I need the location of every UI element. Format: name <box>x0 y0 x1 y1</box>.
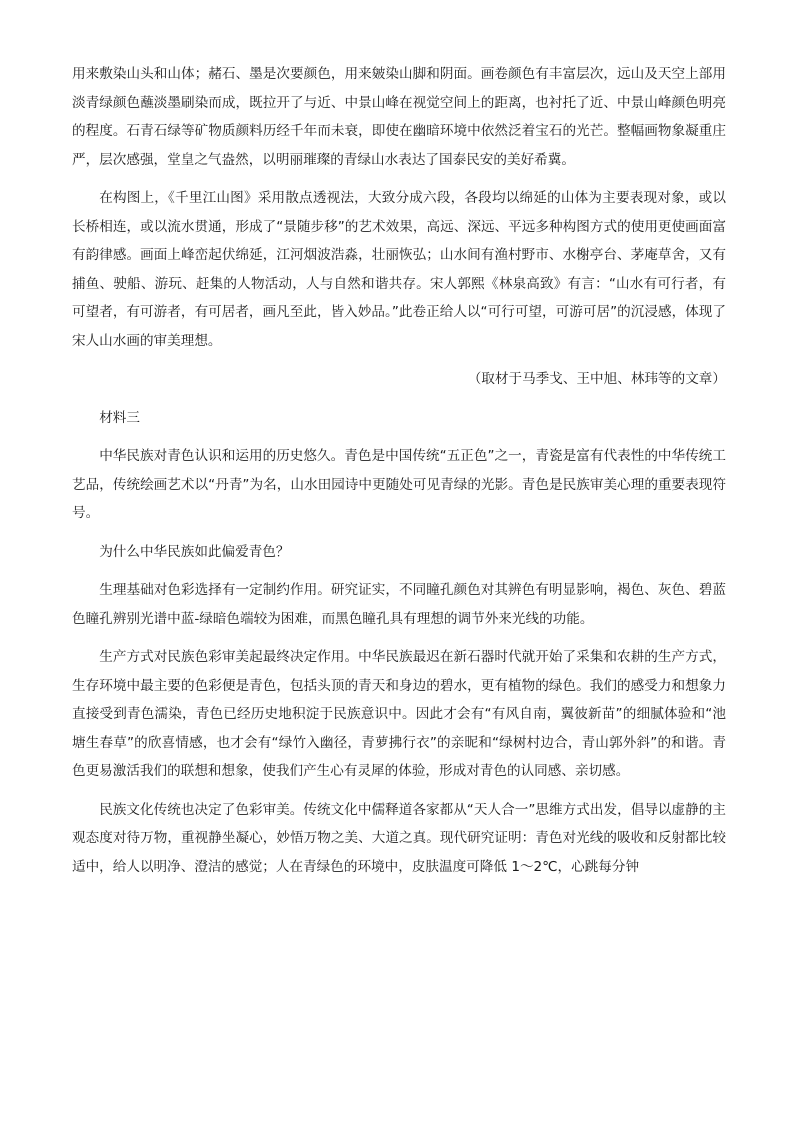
paragraph-physiology: 生理基础对色彩选择有一定制约作用。研究证实，不同瞳孔颜色对其辨色有明显影响，褐色、灰色、碧蓝色瞳孔辨别光谱中蓝-绿暗色端较为困难，而黑色瞳孔具有理想的调节外来光线的功能。 <box>72 582 726 627</box>
paragraph-production: 生产方式对民族色彩审美起最终决定作用。中华民族最迟在新石器时代就开始了采集和农耕的生产方式，生存环境中最主要的色彩便是青色，包括头顶的青天和身边的碧水，更有植物的绿色。我们的感受力和想象力直接受到青色濡染，青色已经历史地积淀于民族意识中。因此才会有“有风自南，翼彼新苗”的细腻体验和“池塘生春草”的欣喜情感，也才会有“绿竹入幽径，青萝拂行衣”的亲昵和“绿树村边合，青山郭外斜”的和谐。青色更易激活我们的联想和想象，使我们产生心有灵犀的体验，形成对青色的认同感、亲切感。 <box>72 649 726 779</box>
paragraph-composition: 在构图上，《千里江山图》采用散点透视法，大致分成六段，各段均以绵延的山体为主要表现对象，或以长桥相连，或以流水贯通，形成了“景随步移”的艺术效果，高远、深远、平远多种构图方式的使用更使画面富有韵律感。画面上峰峦起伏绵延，江河烟波浩淼，壮丽恢弘；山水间有渔村野市、水榭亭台、茅庵草舍，又有捕鱼、驶船、游玩、赶集的人物活动，人与自然和谐共存。宋人郭熙《林泉高致》有言：“山水有可行者，有可望者，有可游者，有可居者，画凡至此，皆入妙品。”此卷正给人以“可行可望，可游可居”的沉浸感，体现了宋人山水画的审美理想。 <box>72 190 726 349</box>
section-heading-material-three: 材料三 <box>99 409 140 426</box>
paragraph-question: 为什么中华民族如此偏爱青色？ <box>99 543 290 560</box>
paragraph-culture: 民族文化传统也决定了色彩审美。传统文化中儒释道各家都从“天人合一”思维方式出发，倡导以虚静的主观态度对待万物，重视静坐凝心，妙悟万物之美、大道之真。现代研究证明：青色对光线的吸收和反射都比较适中，给人以明净、澄洁的感觉；人在青绿色的环境中，皮肤温度可降低 1～2℃，心跳每分钟 <box>72 801 726 875</box>
document-page <box>72 60 726 891</box>
paragraph-intro-qing: 中华民族对青色认识和运用的历史悠久。青色是中国传统“五正色”之一，青瓷是富有代表性的中华传统工艺品，传统绘画艺术以“丹青”为名，山水田园诗中更随处可见青绿的光影。青色是民族审美心理的重要表现符号。 <box>72 448 726 521</box>
source-citation: （取材于马季戈、王中旭、林玮等的文章） <box>467 371 726 387</box>
paragraph-continuation: 用来敷染山头和山体；赭石、墨是次要颜色，用来皴染山脚和阴面。画卷颜色有丰富层次，远山及天空上部用淡青绿颜色蘸淡墨刷染而成，既拉开了与近、中景山峰在视觉空间上的距离，也衬托了近、中景山峰颜色明亮的程度。石青石绿等矿物质颜料历经千年而未衰，即使在幽暗环境中依然泛着宝石的光芒。整幅画物象凝重庄严，层次感强，堂皇之气盎然，以明丽璀璨的青绿山水表达了国泰民安的美好希冀。 <box>72 66 726 168</box>
